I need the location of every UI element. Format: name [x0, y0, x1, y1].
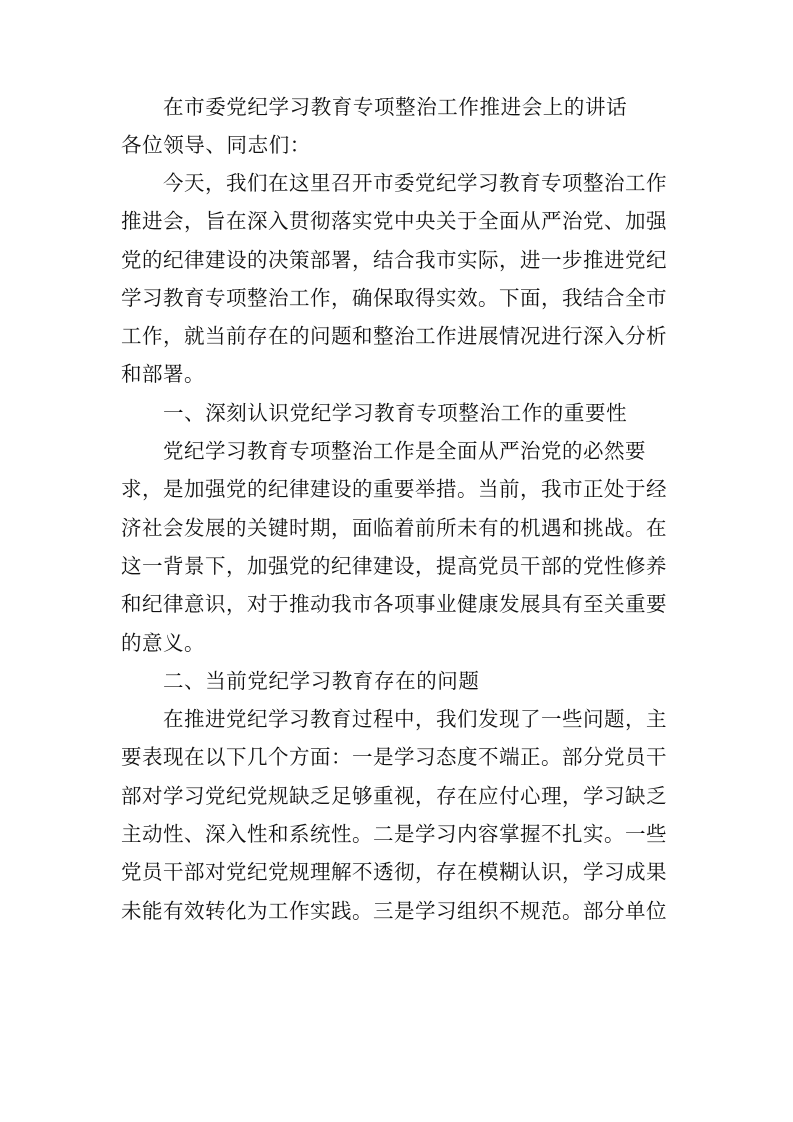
document-title: 在市委党纪学习教育专项整治工作推进会上的讲话 [163, 95, 628, 119]
salutation: 各位领导、同志们： [121, 133, 311, 157]
paragraph-intro [121, 164, 675, 394]
paragraph-line: 未能有效转化为工作实践。三是学习组织不规范。部分单位 [121, 898, 667, 923]
paragraph-line: 学习教育专项整治工作，确保取得实效。下面，我结合全市 [121, 285, 667, 310]
paragraph-line: 党员干部对党纪党规理解不透彻，存在模糊认识，学习成果 [121, 860, 667, 885]
paragraph-line: 这一背景下，加强党的纪律建设，提高党员干部的党性修养 [121, 553, 667, 578]
paragraph-line: 的意义。 [121, 630, 205, 655]
paragraph-line: 党纪学习教育专项整治工作是全面从严治党的必然要 [163, 439, 646, 464]
paragraph-importance [121, 432, 675, 662]
paragraph-line: 和纪律意识，对于推动我市各项事业健康发展具有至关重要 [121, 592, 667, 617]
paragraph-line: 济社会发展的关键时期，面临着前所未有的机遇和挑战。在 [121, 515, 667, 540]
section-heading-2: 二、当前党纪学习教育存在的问题 [163, 668, 480, 693]
paragraph-line: 推进会，旨在深入贯彻落实党中央关于全面从严治党、加强 [121, 209, 667, 234]
paragraph-line: 要表现在以下几个方面：一是学习态度不端正。部分党员干 [121, 745, 667, 770]
paragraph-line: 党的纪律建设的决策部署，结合我市实际，进一步推进党纪 [121, 247, 667, 272]
paragraph-line: 工作，就当前存在的问题和整治工作进展情况进行深入分析 [121, 324, 667, 349]
paragraph-problems [121, 700, 675, 930]
paragraph-line: 在推进党纪学习教育过程中，我们发现了一些问题，主 [163, 707, 667, 732]
section-heading-1: 一、深刻认识党纪学习教育专项整治工作的重要性 [163, 400, 628, 425]
document-body [121, 88, 675, 930]
paragraph-line: 主动性、深入性和系统性。二是学习内容掌握不扎实。一些 [121, 822, 667, 847]
paragraph-line: 部对学习党纪党规缺乏足够重视，存在应付心理，学习缺乏 [121, 783, 667, 808]
paragraph-line: 和部署。 [121, 362, 205, 387]
paragraph-line: 今天，我们在这里召开市委党纪学习教育专项整治工作 [163, 171, 667, 195]
paragraph-line: 求，是加强党的纪律建设的重要举措。当前，我市正处于经 [121, 477, 667, 502]
